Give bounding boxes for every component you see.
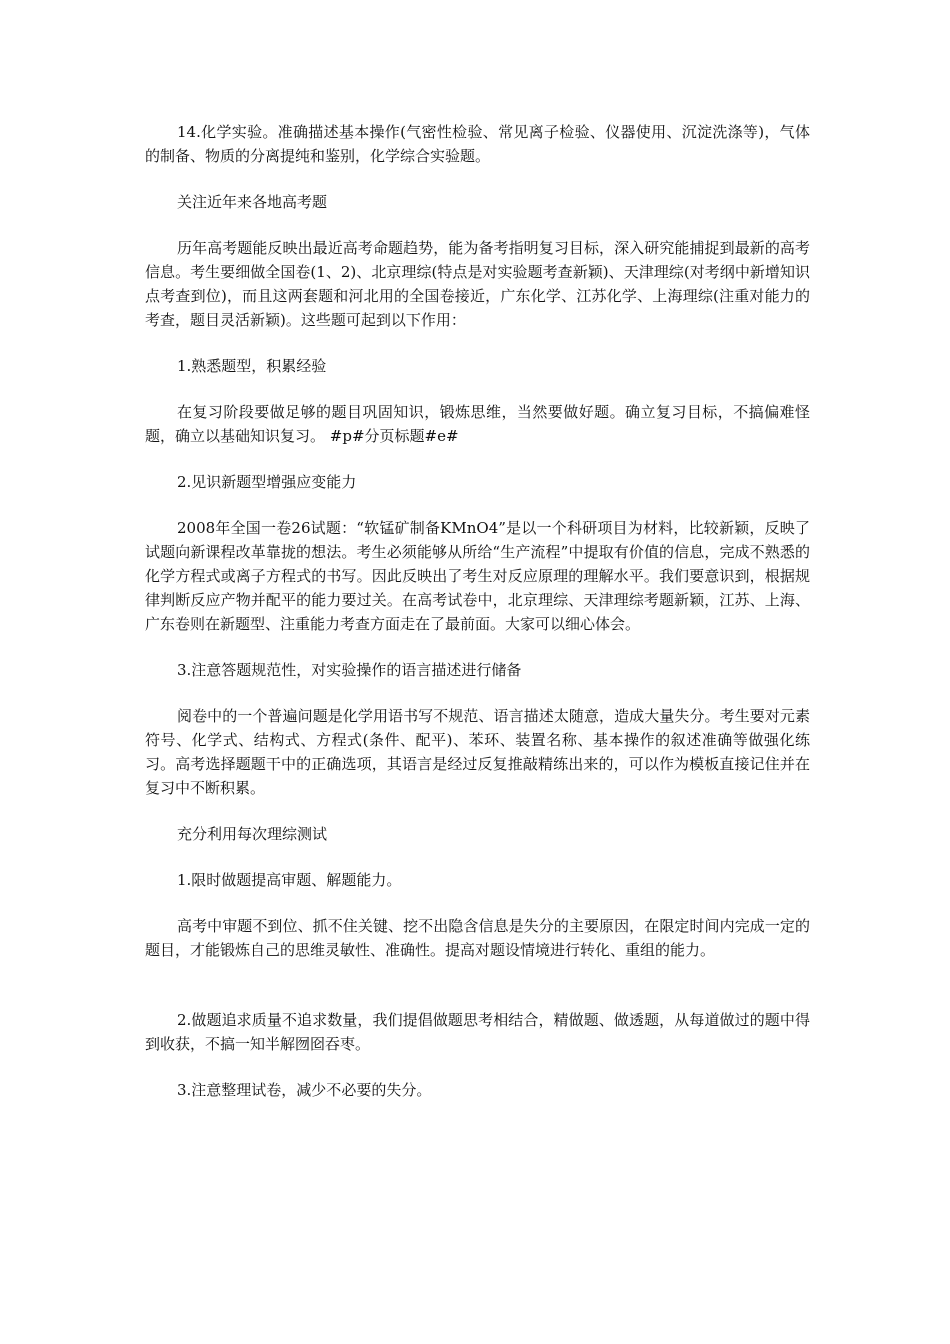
paragraph-exam-reading: 高考中审题不到位、抓不住关键、挖不出隐含信息是失分的主要原因，在限定时间内完成一定的题目，才能锻炼自己的思维灵敏性、准确性。提高对题设情境进行转化、重组的能力。 (145, 917, 810, 959)
heading-use-tests: 充分利用每次理综测试 (177, 825, 328, 843)
paragraph-quality-over-quantity: 2.做题追求质量不追求数量，我们提倡做题思考相结合，精做题、做透题，从每道做过的题中得到收获，不搞一知半解囫囵吞枣。 (145, 1011, 810, 1053)
heading-answer-norms: 3.注意答题规范性，对实验操作的语言描述进行储备 (177, 661, 522, 679)
heading-familiar-types: 1.熟悉题型，积累经验 (177, 357, 327, 375)
paragraph-grading-issues: 阅卷中的一个普遍问题是化学用语书写不规范、语言描述太随意，造成大量失分。考生要对元素符号、化学式、结构式、方程式(条件、配平)、苯环、装置名称、基本操作的叙述准确等做强化练习。高考选择题题干中的正确选项，其语言是经过反复推敲精练出来的，可以作为模板直接记住并在复习中不断积累。 (145, 707, 810, 797)
document-body (145, 120, 810, 1102)
paragraph-2008-exam: 2008年全国一卷26试题：“软锰矿制备KMnO4”是以一个科研项目为材料，比较新颖，反映了试题向新课程改革靠拢的想法。考生必须能够从所给“生产流程”中提取有价值的信息，完成不熟悉的化学方程式或离子方程式的书写。因此反映出了考生对反应原理的理解水平。我们要意识到，根据规律判断反应产物并配平的能力要过关。在高考试卷中，北京理综、天津理综考题新颖，江苏、上海、广东卷则在新题型、注重能力考查方面走在了最前面。大家可以细心体会。 (145, 519, 810, 633)
paragraph-review-stage: 在复习阶段要做足够的题目巩固知识，锻炼思维，当然要做好题。确立复习目标，不搞偏难怪题，确立以基础知识复习。 #p#分页标题#e# (145, 403, 810, 445)
paragraph-past-exams: 历年高考题能反映出最近高考命题趋势，能为备考指明复习目标，深入研究能捕捉到最新的高考信息。考生要细做全国卷(1、2)、北京理综(特点是对实验题考查新颖)、天津理综(对考纲中新增知识点考查到位)，而且这两套题和河北用的全国卷接近，广东化学、江苏化学、上海理综(注重对能力的考查，题目灵活新颖)。这些题可起到以下作用： (145, 239, 810, 329)
heading-new-types: 2.见识新题型增强应变能力 (177, 473, 357, 491)
heading-timed-practice: 1.限时做题提高审题、解题能力。 (177, 871, 402, 889)
paragraph-organize-papers: 3.注意整理试卷，减少不必要的失分。 (177, 1081, 432, 1099)
heading-recent-exams: 关注近年来各地高考题 (177, 193, 328, 211)
paragraph-chemistry-experiment: 14.化学实验。准确描述基本操作(气密性检验、常见离子检验、仪器使用、沉淀洗涤等)，气体的制备、物质的分离提纯和鉴别，化学综合实验题。 (145, 123, 810, 165)
